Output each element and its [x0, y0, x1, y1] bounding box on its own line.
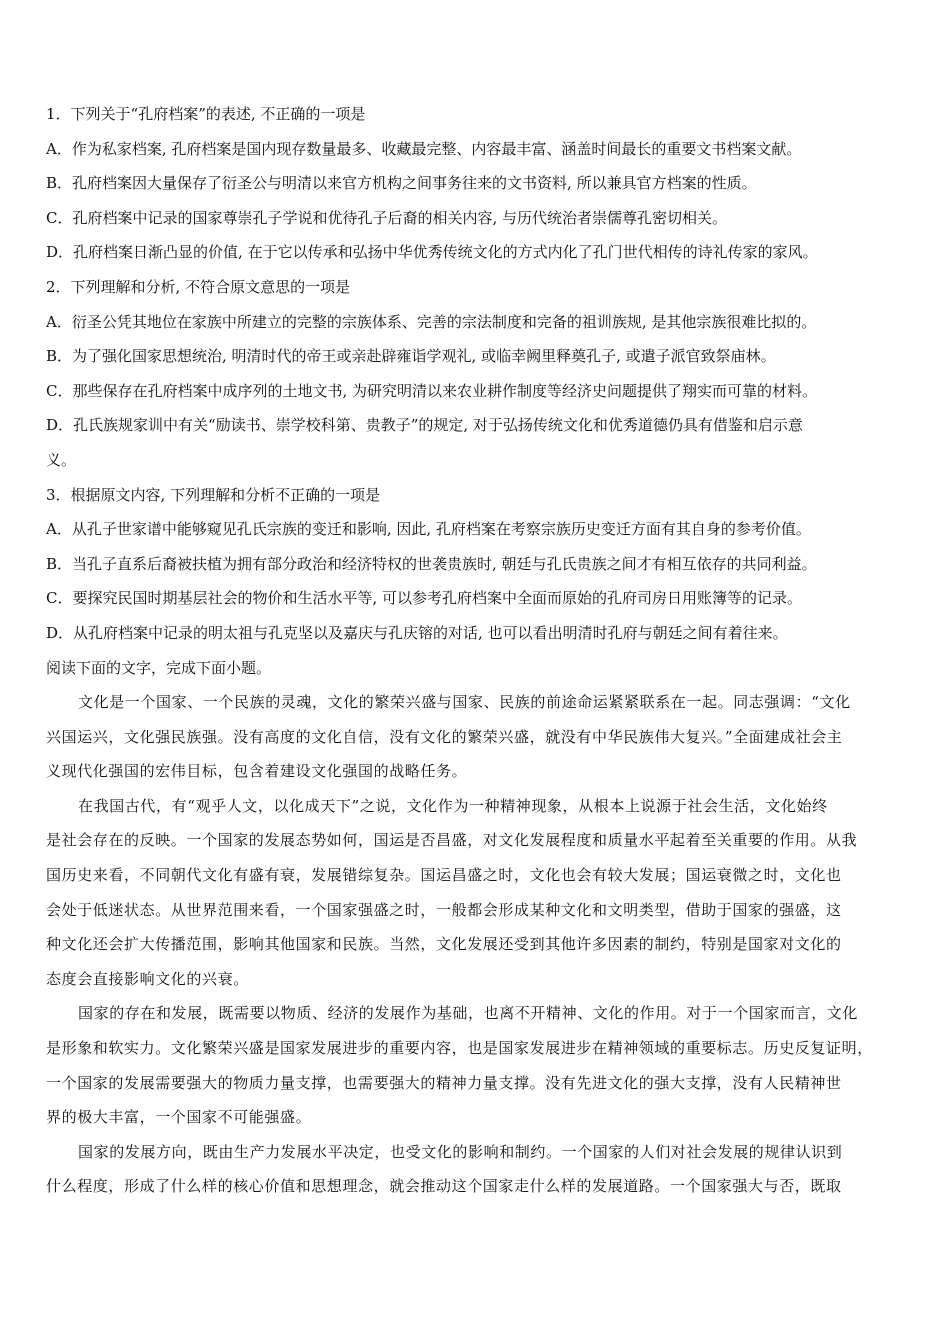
paragraph-line: 一个国家的发展需要强大的物质力量支撑，也需要强大的精神力量支撑。没有先进文化的强大支撑，没有人民精神世 [46, 1073, 842, 1092]
option-d-continued: 义。 [46, 450, 77, 469]
question-stem: 1．下列关于“孔府档案”的表述, 不正确的一项是 [46, 105, 366, 123]
option-a: A．作为私家档案, 孔府档案是国内现存数量最多、收藏最完整、内容最丰富、涵盖时间最长的重要文书档案文献。 [46, 139, 802, 158]
question-stem: 3．根据原文内容, 下列理解和分析不正确的一项是 [46, 485, 381, 504]
paragraph-line: 国家的存在和发展，既需要以物质、经济的发展作为基础，也离不开精神、文化的作用。对于一个国家而言，文化 [78, 1004, 859, 1023]
option-d: D．孔府档案日渐凸显的价值, 在于它以传承和弘扬中华优秀传统文化的方式内化了孔门世代相传的诗礼传家的家风。 [46, 243, 818, 262]
paragraph-line: 什么程度，形成了什么样的核心价值和思想理念，就会推动这个国家走什么样的发展道路。一个国家强大与否，既取 [46, 1177, 842, 1196]
paragraph-2 [46, 789, 908, 997]
document-page [46, 97, 908, 1204]
option-a: A．衍圣公凭其地位在家族中所建立的完整的宗族体系、完善的宗法制度和完备的祖训族规, 是其他宗族很难比拟的。 [46, 312, 817, 331]
paragraph-line: 兴国运兴，文化强民族强。没有高度的文化自信，没有文化的繁荣兴盛，就没有中华民族伟大复兴。”全面建成社会主 [46, 727, 843, 746]
option-c: C．孔府档案中记录的国家尊崇孔子学说和优待孔子后裔的相关内容, 与历代统治者崇儒尊孔密切相关。 [46, 208, 728, 227]
option-c: C．那些保存在孔府档案中成序列的土地文书, 为研究明清以来农业耕作制度等经济史问题提供了翔实而可靠的材料。 [46, 381, 818, 400]
paragraph-4 [46, 1135, 908, 1204]
paragraph-line: 种文化还会扩大传播范围，影响其他国家和民族。当然，文化发展还受到其他许多因素的制约，特别是国家对文化的 [46, 935, 842, 954]
option-d: D．孔氏族规家训中有关“励读书、崇学校科第、贵教子”的规定, 对于弘扬传统文化和优秀道德仍具有借鉴和启示意 [46, 416, 803, 435]
reading-instruction: 阅读下面的文字，完成下面小题。 [46, 658, 272, 677]
option-d: D．从孔府档案中记录的明太祖与孔克坚以及嘉庆与孔庆镕的对话, 也可以看出明清时孔府与朝廷之间有着往来。 [46, 623, 788, 642]
paragraph-line: 是形象和软实力。文化繁荣兴盛是国家发展进步的重要内容，也是国家发展进步在精神领域的重要标志。历史反复证明， [46, 1039, 873, 1058]
question-1 [46, 97, 908, 270]
paragraph-line: 文化是一个国家、一个民族的灵魂，文化的繁荣兴盛与国家、民族的前途命运紧紧联系在一起。同志强调：“文化 [78, 693, 851, 712]
paragraph-line: 在我国古代，有“观乎人文，以化成天下”之说，文化作为一种精神现象，从根本上说源于社会生活，文化始终 [78, 796, 828, 815]
paragraph-line: 是社会存在的反映。一个国家的发展态势如何，国运是否昌盛，对文化发展程度和质量水平起着至关重要的作用。从我 [46, 831, 858, 850]
option-b: B．当孔子直系后裔被扶植为拥有部分政治和经济特权的世袭贵族时, 朝廷与孔氏贵族之间才有相互依存的共同利益。 [46, 554, 817, 573]
paragraph-line: 义现代化强国的宏伟目标，包含着建设文化强国的战略任务。 [46, 762, 468, 781]
option-c: C．要探究民国时期基层社会的物价和生活水平等, 可以参考孔府档案中全面而原始的孔府司房日用账簿等的记录。 [46, 589, 803, 608]
option-a: A．从孔子世家谱中能够窥见孔氏宗族的变迁和影响, 因此, 孔府档案在考察宗族历史变迁方面有其自身的参考价值。 [46, 520, 811, 539]
paragraph-line: 态度会直接影响文化的兴衰。 [46, 969, 249, 988]
question-stem: 2．下列理解和分析, 不符合原文意思的一项是 [46, 277, 351, 296]
paragraph-line: 国家的发展方向，既由生产力发展水平决定，也受文化的影响和制约。一个国家的人们对社会发展的规律认识到 [78, 1142, 843, 1161]
paragraph-line: 国历史来看，不同朝代文化有盛有衰，发展错综复杂。国运昌盛之时，文化也会有较大发展；国运衰微之时，文化也 [46, 866, 842, 885]
question-2 [46, 270, 908, 478]
paragraph-line: 界的极大丰富，一个国家不可能强盛。 [46, 1108, 312, 1127]
option-b: B．为了强化国家思想统治, 明清时代的帝王或亲赴辟雍诣学观礼, 或临幸阙里释奠孔子, 或遣子派官致祭庙林。 [46, 347, 776, 366]
option-b: B．孔府档案因大量保存了衍圣公与明清以来官方机构之间事务往来的文书资料, 所以兼具官方档案的性质。 [46, 174, 757, 193]
paragraph-1 [46, 685, 908, 789]
paragraph-3 [46, 996, 908, 1134]
paragraph-line: 会处于低迷状态。从世界范围来看，一个国家强盛之时，一般都会形成某种文化和文明类型，借助于国家的强盛，这 [46, 900, 842, 919]
question-3 [46, 478, 908, 651]
